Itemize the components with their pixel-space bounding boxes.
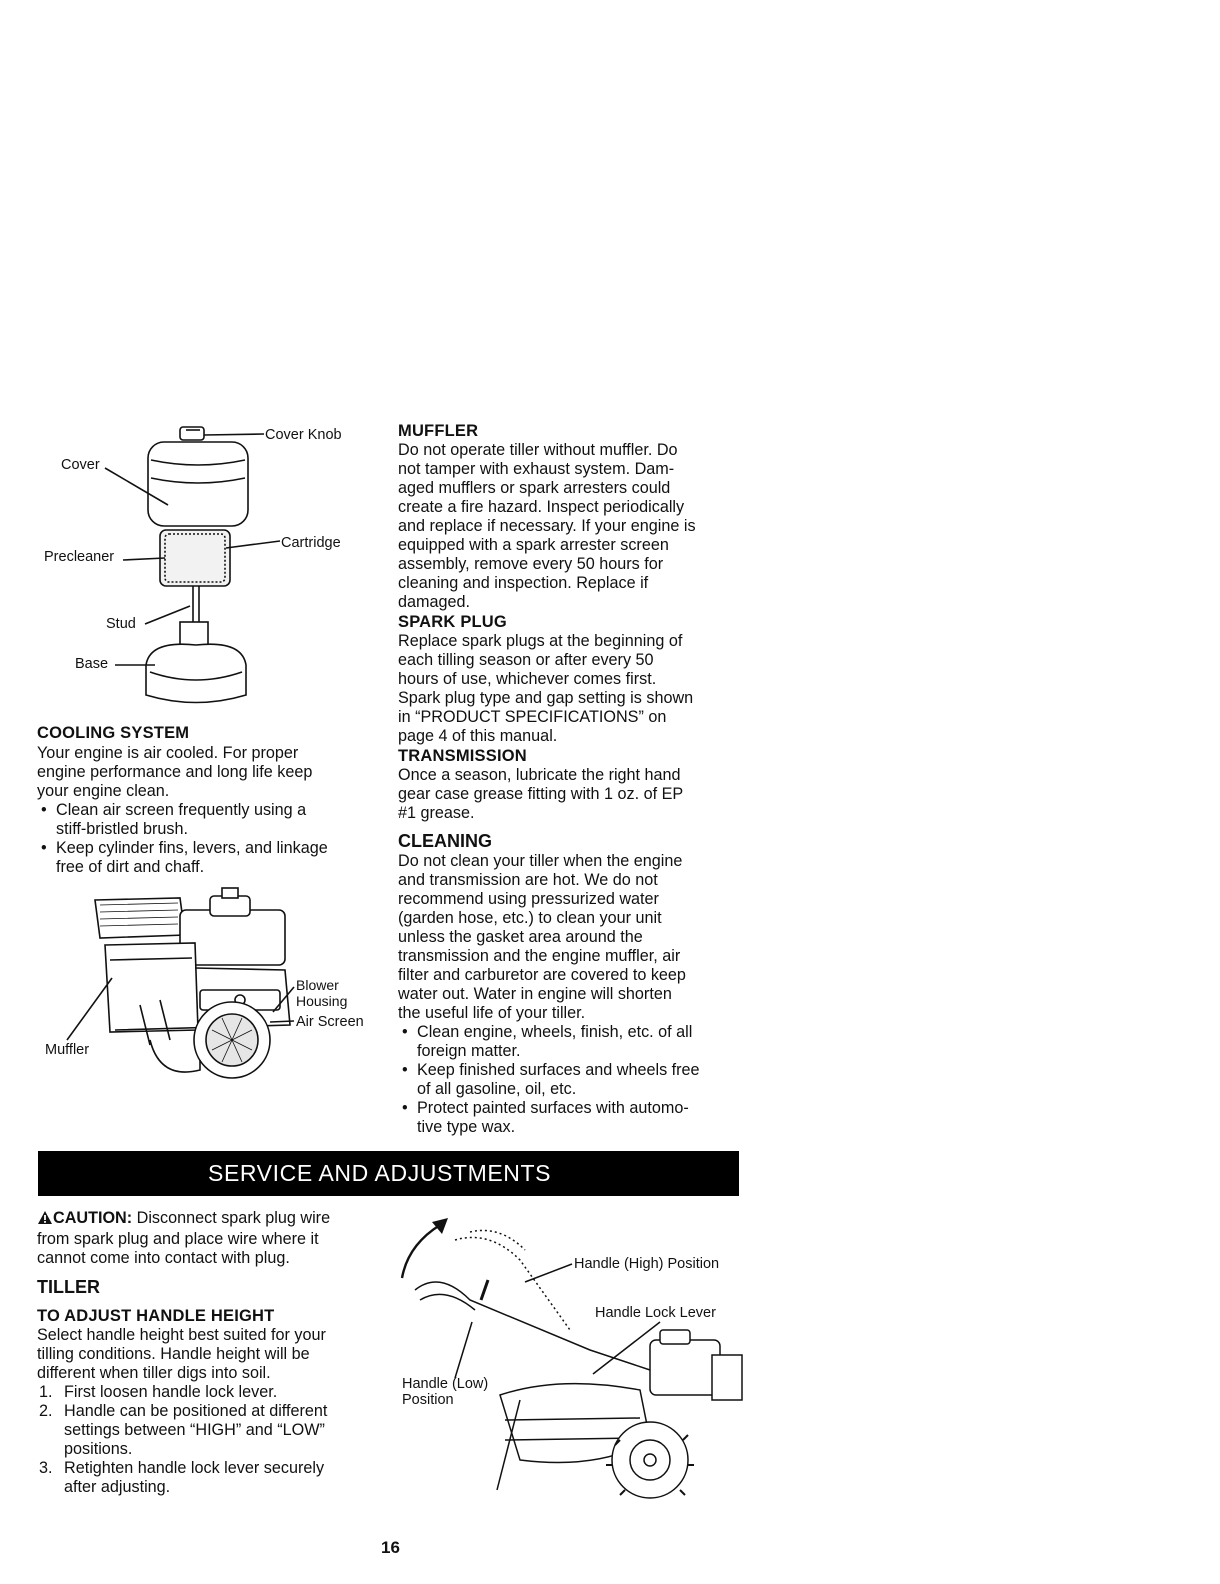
housing-label-line2: Housing	[296, 993, 348, 1009]
handle-height-line: Select handle height best suited for your	[37, 1326, 326, 1344]
handle-height-line: different when tiller digs into soil.	[37, 1364, 271, 1382]
handle-lock-lever-label: Handle Lock Lever	[595, 1305, 716, 1321]
spark-plug-line: page 4 of this manual.	[398, 727, 558, 745]
muffler-label: Muffler	[45, 1042, 90, 1058]
handle-high-label: Handle (High) Position	[574, 1256, 720, 1272]
cleaning-bullet: • Protect painted surfaces with automo- tive type wax.	[398, 1099, 748, 1137]
step-1: 1. First loosen handle lock lever.	[39, 1383, 278, 1401]
cleaning-line: unless the gasket area around the	[398, 928, 643, 946]
handle-height-line: tilling conditions. Handle height will be	[37, 1345, 310, 1363]
precleaner-label: Precleaner	[44, 549, 115, 565]
cleaning-line: filter and carburetor are covered to keep	[398, 966, 686, 984]
cleaning-line: transmission and the engine muffler, air	[398, 947, 681, 965]
caution-line: cannot come into contact with plug.	[37, 1249, 290, 1267]
cooling-line: Your engine is air cooled. For proper	[37, 744, 299, 762]
cleaning-heading: CLEANING	[398, 831, 492, 851]
muffler-line: assembly, remove every 50 hours for	[398, 555, 664, 573]
base-label: Base	[75, 656, 109, 672]
muffler-line: create a fire hazard. Inspect periodically	[398, 498, 685, 516]
cooling-line: engine performance and long life keep	[37, 763, 313, 781]
caution-label: CAUTION:	[53, 1209, 133, 1227]
stud-label: Stud	[106, 616, 136, 632]
cooling-bullet: • Clean air screen frequently using a stiff-bristled brush.	[37, 801, 377, 839]
spark-plug-line: in “PRODUCT SPECIFICATIONS” on	[398, 708, 667, 726]
muffler-line: cleaning and inspection. Replace if	[398, 574, 649, 592]
blower-label-line1: Blower	[296, 977, 339, 993]
page-number: 16	[381, 1538, 400, 1557]
cleaning-line: Do not clean your tiller when the engine	[398, 852, 683, 870]
spark-plug-line: Replace spark plugs at the beginning of	[398, 632, 683, 650]
step-2: 2. Handle can be positioned at different settings between “HIGH” and “LOW” positions.	[39, 1402, 328, 1458]
cover-label: Cover	[61, 457, 100, 473]
transmission-line: Once a season, lubricate the right hand	[398, 766, 681, 784]
muffler-line: equipped with a spark arrester screen	[398, 536, 669, 554]
cooling-system-heading: COOLING SYSTEM	[37, 724, 190, 742]
cartridge-label: Cartridge	[281, 535, 341, 551]
caution-line: from spark plug and place wire where it	[37, 1230, 319, 1248]
caution-text: Disconnect spark plug wire	[136, 1209, 331, 1227]
handle-height-heading: TO ADJUST HANDLE HEIGHT	[37, 1307, 275, 1325]
transmission-heading: TRANSMISSION	[398, 747, 527, 765]
muffler-heading: MUFFLER	[398, 422, 479, 440]
muffler-line: damaged.	[398, 593, 470, 611]
cleaning-bullet: • Keep finished surfaces and wheels free of all gasoline, oil, etc.	[398, 1061, 748, 1099]
service-adjustments-banner: SERVICE AND ADJUSTMENTS	[38, 1151, 739, 1196]
spark-plug-line: each tilling season or after every 50	[398, 651, 654, 669]
step-3: 3. Retighten handle lock lever securely after adjusting.	[39, 1459, 325, 1496]
muffler-line: aged mufflers or spark arresters could	[398, 479, 671, 497]
spark-plug-line: Spark plug type and gap setting is shown	[398, 689, 694, 707]
cleaning-line: (garden hose, etc.) to clean your unit	[398, 909, 662, 927]
spark-plug-line: hours of use, whichever comes first.	[398, 670, 657, 688]
spark-plug-heading: SPARK PLUG	[398, 613, 507, 631]
cleaning-line: and transmission are hot. We do not	[398, 871, 658, 889]
cleaning-line: the useful life of your tiller.	[398, 1004, 586, 1022]
muffler-line: and replace if necessary. If your engine is	[398, 517, 696, 535]
transmission-line: #1 grease.	[398, 804, 475, 822]
handle-low-label-line2: Position	[402, 1392, 454, 1408]
muffler-line: Do not operate tiller without muffler. Do	[398, 441, 678, 459]
cleaning-line: water out. Water in engine will shorten	[398, 985, 672, 1003]
tiller-heading: TILLER	[37, 1277, 100, 1297]
transmission-line: gear case grease fitting with 1 oz. of EP	[398, 785, 684, 803]
cooling-bullet: • Keep cylinder fins, levers, and linkage free of dirt and chaff.	[37, 839, 377, 877]
air-screen-label: Air Screen	[296, 1014, 364, 1030]
cover-knob-label: Cover Knob	[265, 427, 342, 443]
cleaning-bullet: • Clean engine, wheels, finish, etc. of all foreign matter.	[398, 1023, 748, 1061]
cooling-line: your engine clean.	[37, 782, 170, 800]
handle-low-label-line1: Handle (Low)	[402, 1376, 489, 1392]
cleaning-line: recommend using pressurized water	[398, 890, 659, 908]
muffler-line: not tamper with exhaust system. Dam-	[398, 460, 675, 478]
